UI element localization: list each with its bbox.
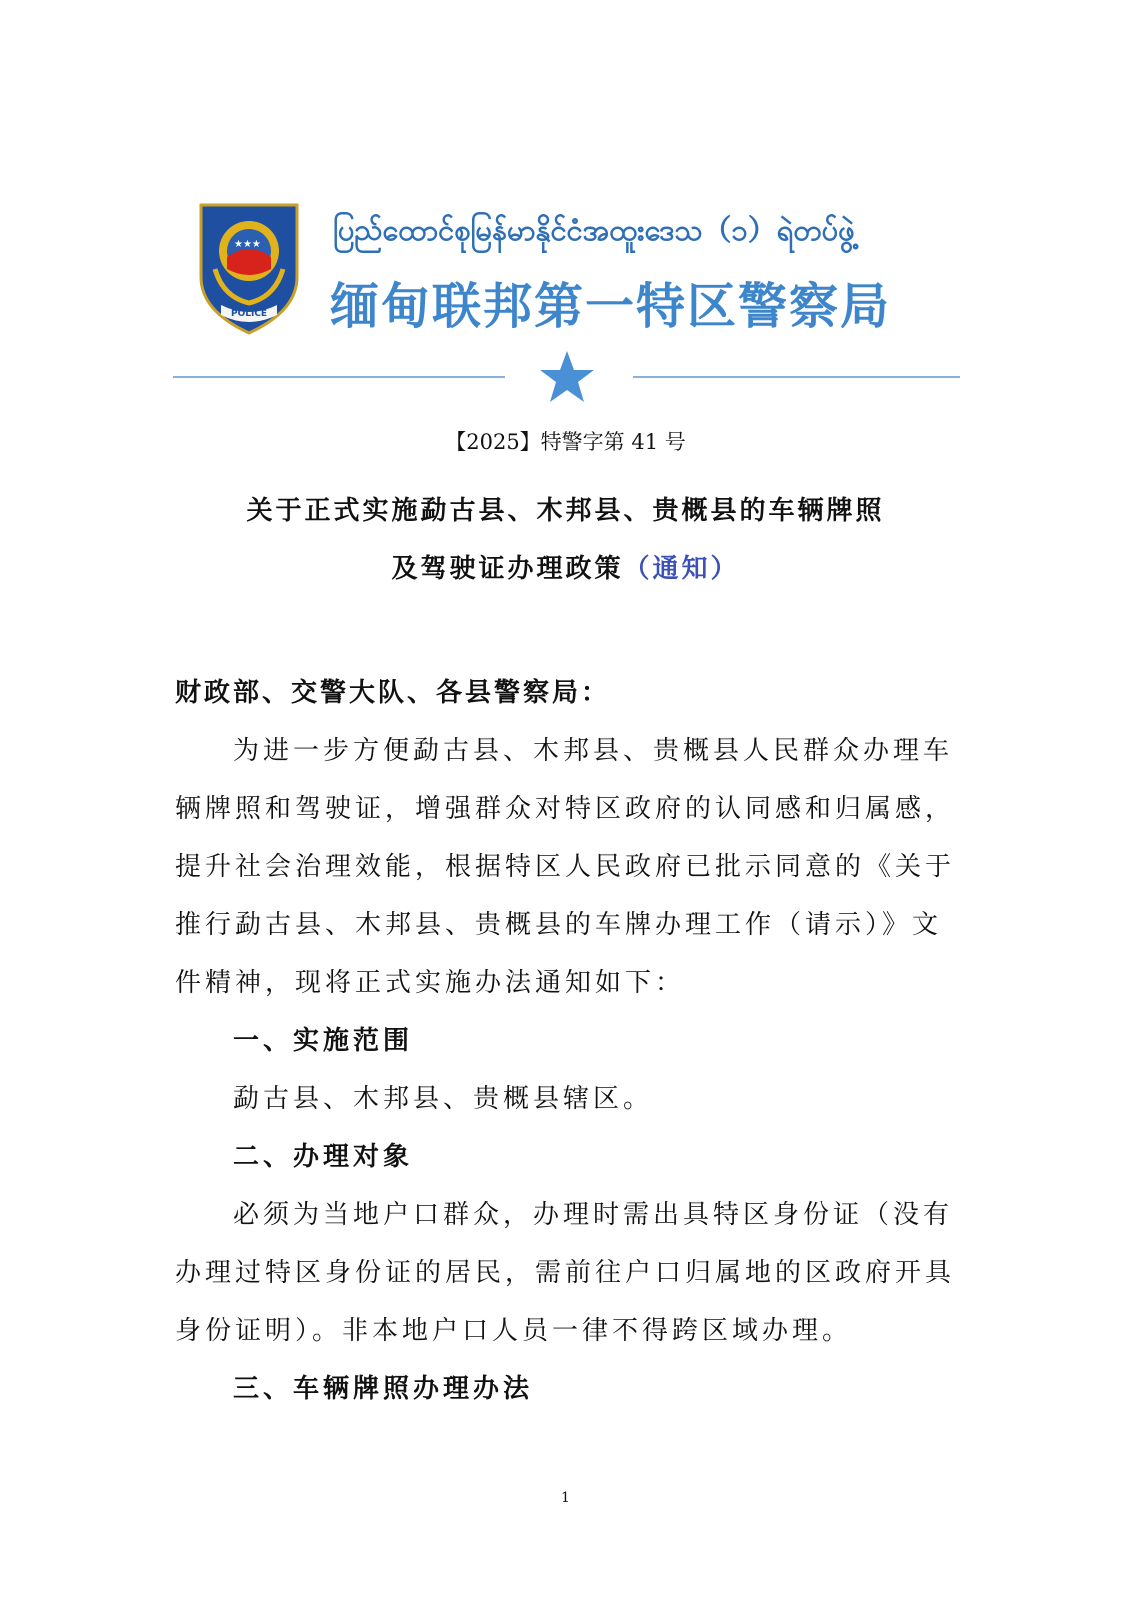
page-number: 1 — [561, 1490, 570, 1506]
intro-line: 件精神，现将正式实施办法通知如下： — [175, 968, 686, 998]
section-heading-plates: 三、车辆牌照办理办法 — [233, 1374, 534, 1404]
agency-name-burmese: ပြည်ထောင်စုမြန်မာနိုင်ငံအထူးဒေသ（၁）ရဲတပ်ဖွဲ့ — [333, 213, 855, 247]
intro-line: 辆牌照和驾驶证，增强群众对特区政府的认同感和归属感， — [175, 794, 956, 824]
document-title-main: 及驾驶证办理政策 — [391, 554, 624, 584]
section-heading-scope: 一、实施范围 — [233, 1026, 414, 1056]
intro-line: 推行勐古县、木邦县、贵概县的车牌办理工作（请示）》文 — [175, 910, 943, 940]
section-line-applicants: 办理过特区身份证的居民，需前往户口归属地的区政府开具 — [175, 1258, 956, 1288]
addressee: 财政部、交警大队、各县警察局： — [175, 678, 611, 708]
section-line-applicants: 必须为当地户口群众，办理时需出具特区身份证（没有 — [233, 1200, 954, 1230]
emblem-label: POLICE — [231, 309, 268, 319]
header-rule-left — [173, 376, 505, 378]
intro-line: 提升社会治理效能，根据特区人民政府已批示同意的《关于 — [175, 852, 956, 882]
section-line-applicants: 身份证明）。非本地户口人员一律不得跨区域办理。 — [175, 1316, 853, 1346]
document-number: 【2025】特警字第 41 号 — [445, 430, 686, 454]
intro-line: 为进一步方便勐古县、木邦县、贵概县人民群众办理车 — [233, 736, 954, 766]
agency-name-chinese: 缅甸联邦第一特区警察局 — [330, 277, 892, 335]
header-rule-right — [633, 376, 960, 378]
document-title-line-2 — [0, 548, 1131, 585]
police-emblem-icon — [193, 199, 305, 337]
section-text-scope: 勐古县、木邦县、贵概县辖区。 — [233, 1084, 654, 1114]
svg-text:★★★: ★★★ — [234, 239, 261, 250]
star-icon — [538, 349, 596, 405]
document-title-line-1: 关于正式实施勐古县、木邦县、贵概县的车辆牌照 — [246, 496, 885, 526]
document-title-type: （通知） — [623, 554, 740, 584]
section-heading-applicants: 二、办理对象 — [233, 1142, 414, 1172]
